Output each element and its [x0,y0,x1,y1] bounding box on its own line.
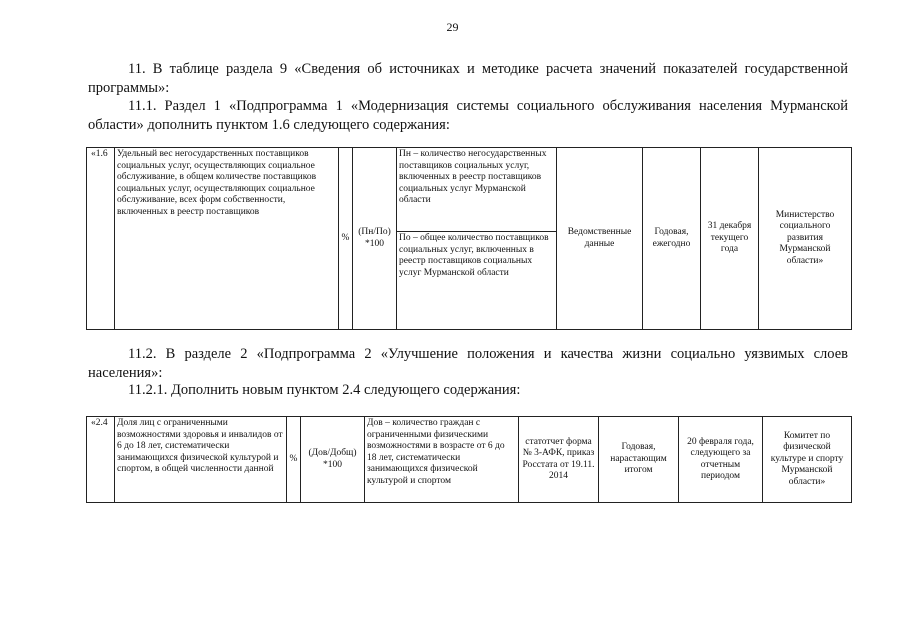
data-source: Ведомственные данные [557,148,643,330]
periodicity: Годовая, ежегодно [643,148,701,330]
indicator-name: Удельный вес негосударственных поставщиков социальных услуг, осуществляющих социальное обслуживание, в общем количестве поставщиков социальных услуг, осуществляющих социальное обслуживание, всех форм собственности, включенных в реестр поставщиков [115,148,339,330]
table-section-1-6 [86,147,852,330]
unit: % [339,148,353,330]
periodicity: Годовая, нарастающим итогом [599,417,679,503]
formula: (Пн/По) *100 [353,148,397,330]
data-source: статотчет форма № 3-АФК, приказ Росстата от 19.11. 2014 [519,417,599,503]
unit: % [287,417,301,503]
deadline: 31 декабря текущего года [701,148,759,330]
paragraph-11-2-1: 11.2.1. Дополнить новым пунктом 2.4 следующего содержания: [128,382,521,398]
responsible: Комитет по физической культуре и спорту Мурманской области» [763,417,852,503]
formula: (Дов/Добщ) *100 [301,417,365,503]
row-number: «1.6 [87,148,115,330]
page-number: 29 [446,20,459,34]
variable-description: Дов – количество граждан с ограниченными физическими возможностями в возрасте от 6 до 18 лет, систематически занимающихся физической культурой и спортом [365,417,519,503]
variable-description: Пн – количество негосударственных поставщиков социальных услуг, включенных в реестр поставщиков социальных услуг Мурманской области [397,148,557,232]
indicator-name: Доля лиц с ограниченными возможностями здоровья и инвалидов от 6 до 18 лет, систематически занимающихся физической культурой и спортом, в общей численности данной [115,417,287,503]
responsible: Министерство социального развития Мурманской области» [759,148,852,330]
paragraph-11-2: 11.2. В разделе 2 «Подпрограмма 2 «Улучшение положения и качества жизни социально уязвимых слоев населения»: [88,346,848,381]
deadline: 20 февраля года, следующего за отчетным периодом [679,417,763,503]
row-number: «2.4 [87,417,115,503]
variable-description: По – общее количество поставщиков социальных услуг, включенных в реестр поставщиков социальных услуг Мурманской области [397,232,557,330]
paragraph-11-1: 11.1. Раздел 1 «Подпрограмма 1 «Модернизация системы социального обслуживания населения Мурманской области» дополнить пунктом 1.6 следующего содержания: [88,98,848,133]
table-section-2-4 [86,416,852,503]
paragraph-11: 11. В таблице раздела 9 «Сведения об источниках и методике расчета значений показателей государственной программы»: [88,61,848,96]
